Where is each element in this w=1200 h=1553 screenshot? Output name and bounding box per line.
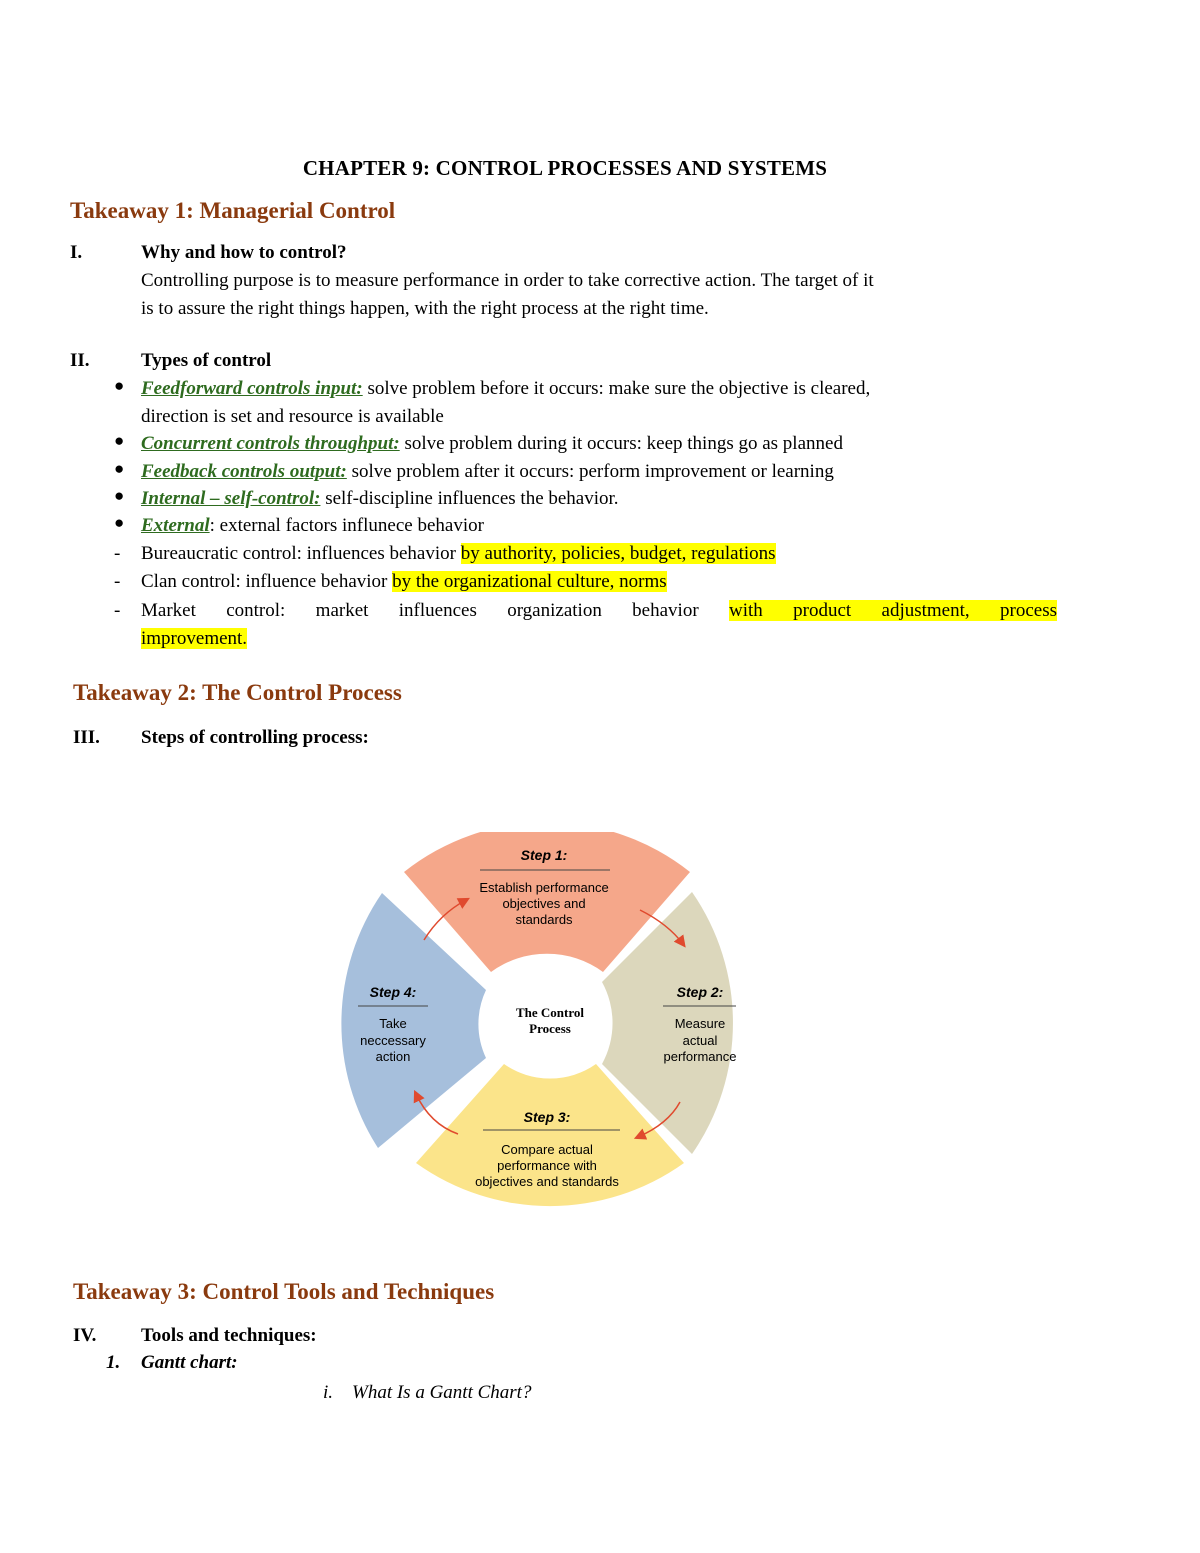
dash-market-continuation <box>141 624 247 653</box>
bullet-feedback <box>141 457 834 486</box>
bullet-internal-text: self-discipline influences the behavior. <box>320 488 619 509</box>
highlight-market: with product adjustment, process <box>729 600 1057 621</box>
step-3-line-2: performance with <box>497 1158 597 1173</box>
section-3-number: III. <box>73 727 100 748</box>
step-4-line-1: Take <box>379 1016 407 1031</box>
term-internal: Internal – self-control: <box>141 488 321 509</box>
bullet-marker: ● <box>114 486 125 505</box>
step-2-line-3: performance <box>663 1049 737 1064</box>
bullet-marker: ● <box>114 459 125 478</box>
center-label-line-1: The Control <box>515 1005 585 1020</box>
bullet-concurrent <box>141 429 843 458</box>
highlight-clan: by the organizational culture, norms <box>392 571 667 592</box>
highlight-market-continuation: improvement. <box>141 628 248 649</box>
step-3-label: Step 3: <box>523 1109 571 1125</box>
section-1-number: I. <box>70 242 83 263</box>
dash-clan-text: Clan control: influence behavior <box>141 571 393 592</box>
section-2-heading: Types of control <box>141 350 272 371</box>
dash-market-text: Market control: market influences organization behavior <box>141 600 729 621</box>
section-1-paragraph-line-2: is to assure the right things happen, with the right process at the right time. <box>141 298 709 319</box>
section-1-paragraph-line-1: Controlling purpose is to measure performance in order to take corrective action. The target of it <box>141 270 874 291</box>
control-process-diagram <box>318 832 782 1224</box>
bullet-marker: ● <box>114 513 125 532</box>
dash-marker: - <box>114 543 121 564</box>
item-1-text: Gantt chart: <box>141 1352 238 1373</box>
step-4-line-3: action <box>375 1049 411 1064</box>
dash-bureaucratic-text: Bureaucratic control: influences behavior <box>141 543 461 564</box>
term-concurrent: Concurrent controls throughput: <box>141 433 400 454</box>
section-2-number: II. <box>70 350 90 371</box>
bullet-external <box>141 511 484 540</box>
section-1-heading: Why and how to control? <box>141 242 347 263</box>
step-3-line-3: objectives and standards <box>475 1174 619 1189</box>
takeaway-2-heading: Takeaway 2: The Control Process <box>73 680 402 705</box>
section-3-heading: Steps of controlling process: <box>141 727 369 748</box>
dash-marker: - <box>114 600 121 621</box>
step-2-line-2: actual <box>682 1033 718 1048</box>
dash-clan <box>141 567 667 596</box>
item-1-number: 1. <box>106 1352 121 1373</box>
term-external: External <box>141 515 210 536</box>
section-4-heading: Tools and techniques: <box>141 1325 317 1346</box>
step-2-label: Step 2: <box>676 984 724 1000</box>
takeaway-3-heading: Takeaway 3: Control Tools and Techniques <box>73 1279 495 1304</box>
bullet-internal <box>141 484 619 513</box>
step-1-label: Step 1: <box>520 847 568 863</box>
highlight-bureaucratic: by authority, policies, budget, regulations <box>460 543 776 564</box>
dash-marker: - <box>114 571 121 592</box>
bullet-feedforward-text: solve problem before it occurs: make sure the objective is cleared, <box>362 378 871 399</box>
bullet-feedback-text: solve problem after it occurs: perform improvement or learning <box>346 461 834 482</box>
step-2-line-1: Measure <box>674 1016 726 1031</box>
step-1-line-3: standards <box>515 912 573 927</box>
term-feedforward: Feedforward controls input: <box>141 378 363 399</box>
term-feedback: Feedback controls output: <box>141 461 347 482</box>
document-title: CHAPTER 9: CONTROL PROCESSES AND SYSTEMS <box>302 156 828 180</box>
step-4-line-2: neccessary <box>360 1033 426 1048</box>
dash-bureaucratic <box>141 539 776 568</box>
bullet-feedforward-continuation: direction is set and resource is available <box>141 406 444 427</box>
bullet-external-text: : external factors influnece behavior <box>209 515 484 536</box>
dash-market <box>141 596 1057 625</box>
bullet-marker: ● <box>114 376 125 395</box>
center-label-line-2: Process <box>529 1021 571 1036</box>
step-4-label: Step 4: <box>369 984 417 1000</box>
bullet-marker: ● <box>114 431 125 450</box>
section-4-number: IV. <box>73 1325 97 1346</box>
bullet-concurrent-text: solve problem during it occurs: keep things go as planned <box>399 433 843 454</box>
step-3-line-1: Compare actual <box>501 1142 593 1157</box>
subitem-text: What Is a Gantt Chart? <box>352 1382 532 1403</box>
bullet-feedforward <box>141 374 870 403</box>
step-1-line-2: objectives and <box>502 896 586 911</box>
step-1-line-1: Establish performance <box>479 880 609 895</box>
subitem-number: i. <box>323 1382 334 1403</box>
takeaway-1-heading: Takeaway 1: Managerial Control <box>70 198 396 223</box>
